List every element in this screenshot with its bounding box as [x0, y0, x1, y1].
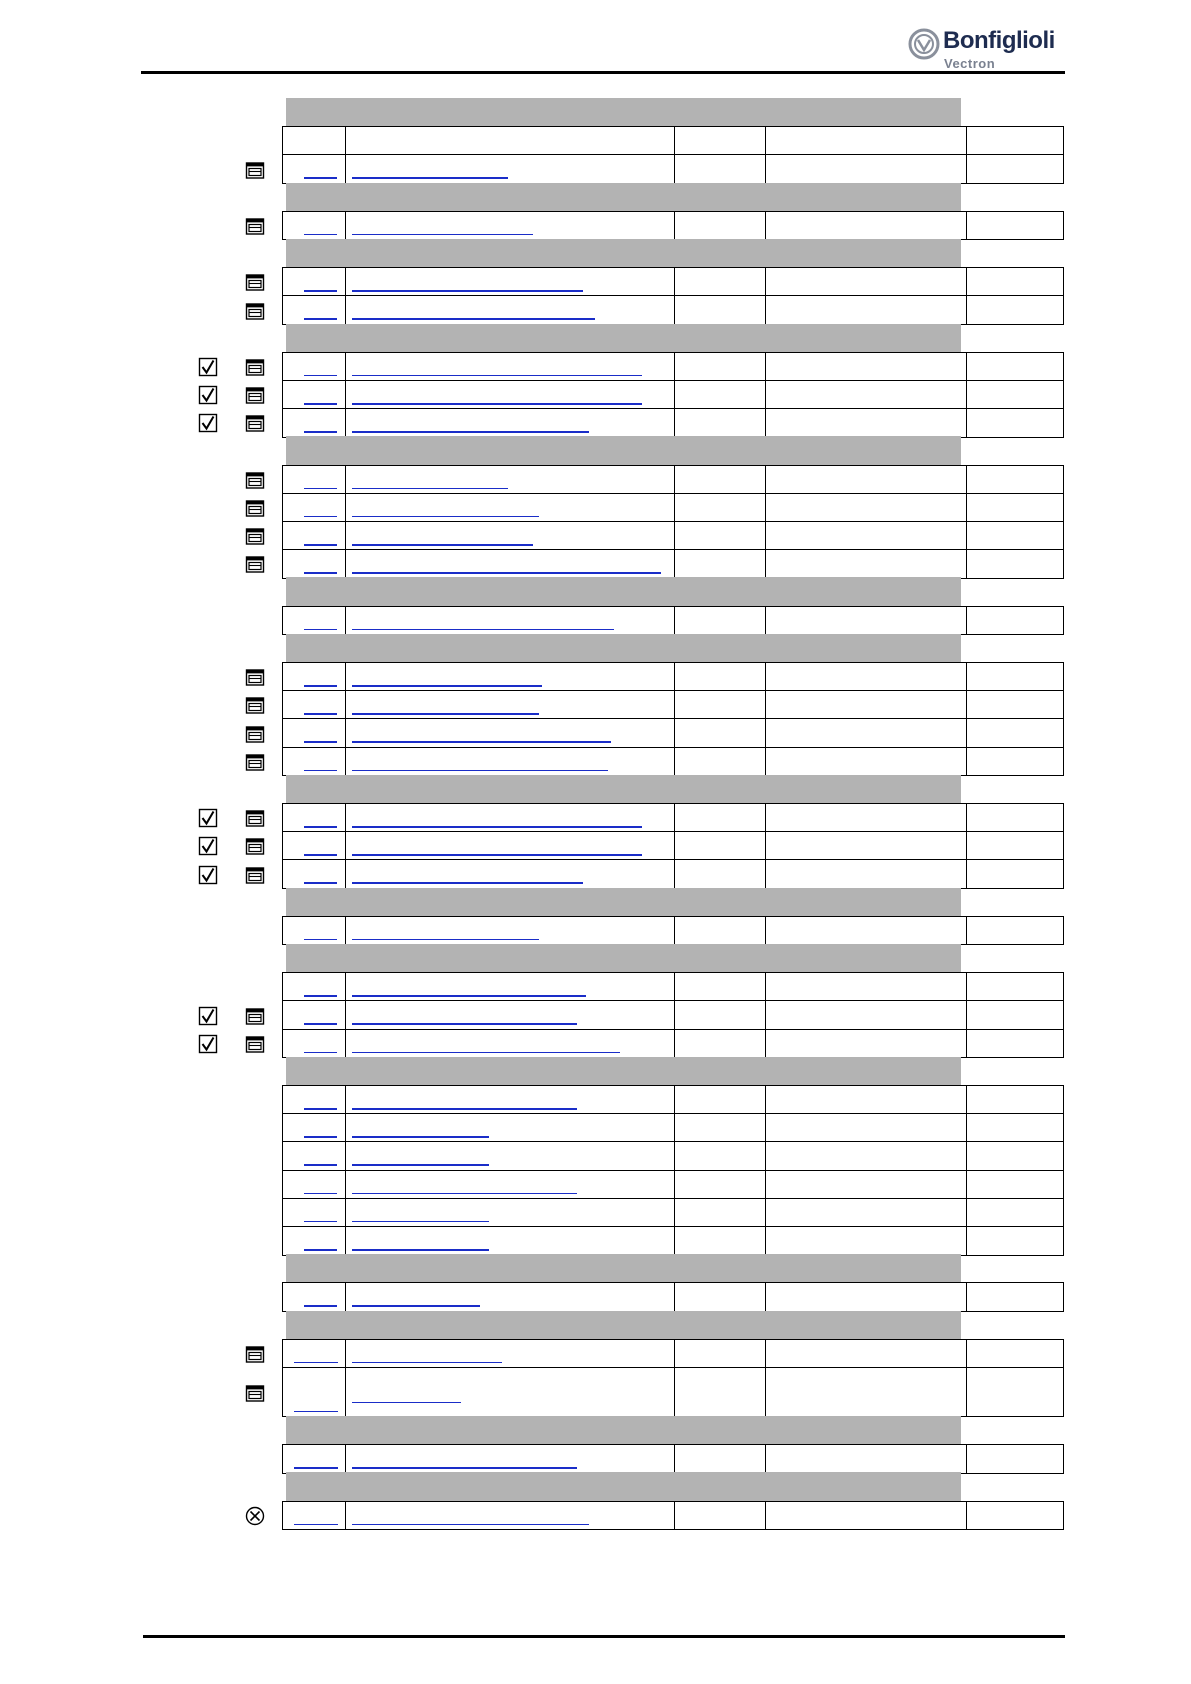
section-header-bar: [286, 1057, 961, 1085]
parameter-name-link[interactable]: [352, 572, 661, 574]
cell-divider: [345, 1340, 346, 1368]
cell-divider: [345, 296, 346, 324]
cell-divider: [765, 1171, 766, 1199]
check-icon: [198, 808, 218, 833]
parameter-number-link[interactable]: [304, 741, 337, 743]
check-icon: [198, 413, 218, 438]
table-row: [282, 465, 1064, 495]
cell-divider: [674, 1445, 675, 1473]
cell-divider: [765, 607, 766, 635]
parameter-number-link[interactable]: [304, 854, 337, 856]
parameter-number-link[interactable]: [304, 1052, 337, 1054]
table-row: [282, 1085, 1064, 1115]
table-row: [282, 1367, 1064, 1417]
cell-divider: [966, 1171, 967, 1199]
parameter-number-link[interactable]: [304, 629, 337, 631]
table-row: [282, 352, 1064, 382]
cell-divider: [674, 804, 675, 832]
parameter-number-link[interactable]: [304, 685, 337, 687]
section-header-bar: [286, 888, 961, 916]
cell-divider: [345, 127, 346, 155]
window-icon: [245, 1034, 265, 1059]
brand-name: Bonfiglioli: [943, 27, 1055, 54]
cell-divider: [765, 1283, 766, 1311]
section-header-bar: [286, 239, 961, 267]
parameter-name-link[interactable]: [352, 544, 533, 546]
cell-divider: [345, 268, 346, 296]
parameter-name-link[interactable]: [352, 488, 508, 490]
parameter-name-link[interactable]: [352, 741, 611, 743]
cell-divider: [966, 1283, 967, 1311]
cell-divider: [966, 1368, 967, 1416]
cell-divider: [345, 522, 346, 550]
window-icon: [245, 752, 265, 777]
cell-divider: [966, 381, 967, 409]
cell-divider: [966, 832, 967, 860]
parameter-name-link[interactable]: [352, 375, 642, 377]
parameter-name-link[interactable]: [352, 1221, 489, 1223]
table-row: [282, 1282, 1064, 1312]
parameter-name-link[interactable]: [352, 1108, 577, 1110]
parameter-number-link[interactable]: [304, 1108, 337, 1110]
parameter-number-link[interactable]: [304, 1305, 337, 1307]
footer-rule: [143, 1635, 1065, 1638]
parameter-number-link[interactable]: [304, 1164, 337, 1166]
cell-divider: [674, 748, 675, 776]
window-icon: [245, 160, 265, 185]
cell-divider: [966, 1086, 967, 1114]
section-header-bar: [286, 1254, 961, 1282]
parameter-name-link[interactable]: [352, 995, 586, 997]
cell-divider: [674, 1340, 675, 1368]
cell-divider: [765, 155, 766, 183]
window-icon: [245, 808, 265, 833]
cell-divider: [345, 466, 346, 494]
cell-divider: [674, 353, 675, 381]
parameter-number-link[interactable]: [304, 826, 337, 828]
cell-divider: [765, 550, 766, 578]
window-icon: [245, 498, 265, 523]
cell-divider: [674, 494, 675, 522]
cell-divider: [345, 494, 346, 522]
parameter-number-link[interactable]: [304, 375, 337, 377]
cell-divider: [765, 353, 766, 381]
section-header-bar: [286, 1472, 961, 1500]
cell-divider: [345, 1001, 346, 1029]
parameter-name-link[interactable]: [352, 1052, 620, 1054]
section-header-bar: [286, 1311, 961, 1339]
cell-divider: [966, 268, 967, 296]
cell-divider: [765, 1001, 766, 1029]
cell-divider: [674, 268, 675, 296]
cell-divider: [765, 1142, 766, 1170]
cell-divider: [765, 691, 766, 719]
parameter-number-link[interactable]: [304, 939, 337, 941]
cell-divider: [765, 381, 766, 409]
error-circle-icon: [245, 1506, 265, 1531]
cell-divider: [765, 1030, 766, 1058]
parameter-name-link[interactable]: [352, 1193, 577, 1195]
cell-divider: [765, 296, 766, 324]
parameter-name-link[interactable]: [352, 1467, 577, 1469]
cell-divider: [966, 1030, 967, 1058]
cell-divider: [765, 804, 766, 832]
check-icon: [198, 1006, 218, 1031]
cell-divider: [345, 1030, 346, 1058]
cell-divider: [345, 663, 346, 691]
check-icon: [198, 836, 218, 861]
cell-divider: [966, 127, 967, 155]
cell-divider: [674, 832, 675, 860]
cell-divider: [674, 1171, 675, 1199]
cell-divider: [674, 127, 675, 155]
cell-divider: [345, 1086, 346, 1114]
window-icon: [245, 413, 265, 438]
parameter-name-link[interactable]: [352, 882, 583, 884]
window-icon: [245, 836, 265, 861]
table-row: [282, 1339, 1064, 1369]
parameter-name-link[interactable]: [352, 290, 583, 292]
cell-divider: [674, 973, 675, 1001]
check-icon: [198, 385, 218, 410]
window-icon: [245, 272, 265, 297]
cell-divider: [966, 466, 967, 494]
parameter-number-link[interactable]: [304, 403, 337, 405]
cell-divider: [966, 748, 967, 776]
cell-divider: [345, 748, 346, 776]
cell-divider: [765, 917, 766, 945]
cell-divider: [674, 155, 675, 183]
cell-divider: [765, 719, 766, 747]
cell-divider: [765, 1340, 766, 1368]
cell-divider: [966, 1199, 967, 1227]
parameter-number-link[interactable]: [304, 572, 337, 574]
cell-divider: [966, 155, 967, 183]
parameter-number-link[interactable]: [294, 1467, 338, 1469]
cell-divider: [345, 1445, 346, 1473]
window-icon: [245, 865, 265, 890]
cell-divider: [765, 1227, 766, 1255]
cell-divider: [345, 691, 346, 719]
cell-divider: [966, 804, 967, 832]
cell-divider: [966, 494, 967, 522]
cell-divider: [765, 212, 766, 240]
cell-divider: [765, 663, 766, 691]
cell-divider: [345, 607, 346, 635]
parameter-name-link[interactable]: [352, 318, 595, 320]
parameter-name-link[interactable]: [352, 1023, 577, 1025]
parameter-number-link[interactable]: [304, 234, 337, 236]
cell-divider: [345, 860, 346, 888]
window-icon: [245, 724, 265, 749]
table-row: [282, 972, 1064, 1002]
parameter-number-link[interactable]: [304, 177, 337, 179]
parameter-name-link[interactable]: [352, 1164, 489, 1166]
parameter-name-link[interactable]: [352, 939, 539, 941]
parameter-name-link[interactable]: [352, 431, 589, 433]
cell-divider: [345, 1368, 346, 1416]
cell-divider: [674, 522, 675, 550]
section-header-bar: [286, 1416, 961, 1444]
cell-divider: [345, 353, 346, 381]
cell-divider: [345, 409, 346, 437]
cell-divider: [765, 973, 766, 1001]
cell-divider: [966, 663, 967, 691]
table-row: [282, 803, 1064, 833]
table-row: [282, 606, 1064, 636]
cell-divider: [674, 1001, 675, 1029]
window-icon: [245, 1006, 265, 1031]
cell-divider: [966, 550, 967, 578]
cell-divider: [765, 748, 766, 776]
table-row: [282, 1198, 1064, 1228]
parameter-number-link[interactable]: [294, 1524, 338, 1526]
cell-divider: [966, 1001, 967, 1029]
parameter-number-link[interactable]: [304, 318, 337, 320]
cell-divider: [966, 607, 967, 635]
parameter-name-link[interactable]: [352, 1402, 461, 1404]
parameter-name-link[interactable]: [352, 1249, 489, 1251]
parameter-name-link[interactable]: [352, 1362, 502, 1364]
cell-divider: [674, 1502, 675, 1530]
cell-divider: [345, 550, 346, 578]
cell-divider: [765, 1199, 766, 1227]
section-header-bar: [286, 183, 961, 211]
cell-divider: [674, 409, 675, 437]
table-row: [282, 295, 1064, 325]
cell-divider: [966, 1445, 967, 1473]
table-row: [282, 549, 1064, 579]
cell-divider: [765, 1114, 766, 1142]
table-row: [282, 211, 1064, 241]
cell-divider: [966, 917, 967, 945]
section-header-bar: [286, 436, 961, 464]
cell-divider: [345, 1199, 346, 1227]
table-row: [282, 1444, 1064, 1474]
cell-divider: [345, 1114, 346, 1142]
parameter-number-link[interactable]: [304, 770, 337, 772]
cell-divider: [765, 522, 766, 550]
cell-divider: [765, 268, 766, 296]
table-row: [282, 380, 1064, 410]
parameter-name-link[interactable]: [352, 403, 642, 405]
parameter-name-link[interactable]: [352, 1136, 489, 1138]
table-row: [282, 1141, 1064, 1171]
cell-divider: [765, 860, 766, 888]
cell-divider: [765, 832, 766, 860]
table-row: [282, 1501, 1064, 1531]
cell-divider: [345, 719, 346, 747]
window-icon: [245, 385, 265, 410]
check-icon: [198, 865, 218, 890]
parameter-number-link[interactable]: [304, 1249, 337, 1251]
parameter-number-link[interactable]: [304, 290, 337, 292]
cell-divider: [765, 127, 766, 155]
cell-divider: [345, 804, 346, 832]
parameter-name-link[interactable]: [352, 1305, 480, 1307]
cell-divider: [674, 860, 675, 888]
parameter-name-link[interactable]: [352, 854, 642, 856]
parameter-number-link[interactable]: [294, 1362, 338, 1364]
cell-divider: [765, 1445, 766, 1473]
cell-divider: [674, 917, 675, 945]
parameter-name-link[interactable]: [352, 177, 508, 179]
cell-divider: [966, 1114, 967, 1142]
table-row: [282, 493, 1064, 523]
cell-divider: [966, 719, 967, 747]
cell-divider: [966, 409, 967, 437]
parameter-number-link[interactable]: [304, 882, 337, 884]
window-icon: [245, 526, 265, 551]
table-row: [282, 1170, 1064, 1200]
cell-divider: [345, 1142, 346, 1170]
cell-divider: [765, 494, 766, 522]
cell-divider: [966, 1142, 967, 1170]
cell-divider: [765, 1368, 766, 1416]
cell-divider: [674, 1283, 675, 1311]
parameter-name-link[interactable]: [352, 713, 539, 715]
cell-divider: [345, 155, 346, 183]
section-header-bar: [286, 577, 961, 605]
window-icon: [245, 301, 265, 326]
cell-divider: [345, 832, 346, 860]
parameter-name-link[interactable]: [352, 516, 539, 518]
cell-divider: [674, 1142, 675, 1170]
cell-divider: [674, 381, 675, 409]
parameter-name-link[interactable]: [352, 234, 533, 236]
check-icon: [198, 1034, 218, 1059]
table-row: [282, 154, 1064, 184]
parameter-number-link[interactable]: [304, 544, 337, 546]
cell-divider: [345, 212, 346, 240]
cell-divider: [765, 1086, 766, 1114]
cell-divider: [966, 691, 967, 719]
table-row: [282, 126, 1064, 156]
check-icon: [198, 357, 218, 382]
cell-divider: [966, 1227, 967, 1255]
parameter-number-link[interactable]: [304, 516, 337, 518]
cell-divider: [966, 522, 967, 550]
cell-divider: [966, 353, 967, 381]
window-icon: [245, 1383, 265, 1408]
cell-divider: [345, 1283, 346, 1311]
window-icon: [245, 216, 265, 241]
cell-divider: [966, 1502, 967, 1530]
parameter-name-link[interactable]: [352, 770, 608, 772]
table-row: [282, 521, 1064, 551]
cell-divider: [674, 1086, 675, 1114]
cell-divider: [674, 719, 675, 747]
window-icon: [245, 695, 265, 720]
table-row: [282, 831, 1064, 861]
window-icon: [245, 470, 265, 495]
table-row: [282, 662, 1064, 692]
window-icon: [245, 667, 265, 692]
brand-sub: Vectron: [944, 56, 996, 71]
section-header-bar: [286, 324, 961, 352]
cell-divider: [674, 1114, 675, 1142]
section-header-bar: [286, 98, 961, 126]
cell-divider: [765, 1502, 766, 1530]
parameter-number-link[interactable]: [304, 995, 337, 997]
window-icon: [245, 554, 265, 579]
parameter-number-link[interactable]: [304, 1136, 337, 1138]
cell-divider: [345, 381, 346, 409]
table-row: [282, 916, 1064, 946]
cell-divider: [674, 466, 675, 494]
table-row: [282, 718, 1064, 748]
cell-divider: [345, 1502, 346, 1530]
cell-divider: [345, 1171, 346, 1199]
section-header-bar: [286, 944, 961, 972]
parameter-number-link[interactable]: [304, 713, 337, 715]
parameter-number-link[interactable]: [304, 488, 337, 490]
section-header-bar: [286, 634, 961, 662]
cell-divider: [966, 1340, 967, 1368]
parameter-number-link[interactable]: [304, 1193, 337, 1195]
parameter-number-link[interactable]: [304, 1023, 337, 1025]
parameter-name-link[interactable]: [352, 629, 614, 631]
table-row: [282, 408, 1064, 438]
cell-divider: [345, 1227, 346, 1255]
cell-divider: [966, 212, 967, 240]
table-row: [282, 859, 1064, 889]
cell-divider: [674, 1199, 675, 1227]
cell-divider: [765, 466, 766, 494]
cell-divider: [674, 663, 675, 691]
cell-divider: [345, 973, 346, 1001]
section-header-bar: [286, 775, 961, 803]
cell-divider: [674, 296, 675, 324]
table-row: [282, 690, 1064, 720]
parameter-number-link[interactable]: [304, 1221, 337, 1223]
window-icon: [245, 1344, 265, 1369]
table-row: [282, 1113, 1064, 1143]
parameter-number-link[interactable]: [294, 1411, 338, 1413]
parameter-number-link[interactable]: [304, 431, 337, 433]
cell-divider: [966, 296, 967, 324]
cell-divider: [674, 607, 675, 635]
window-icon: [245, 357, 265, 382]
table-row: [282, 267, 1064, 297]
table-row: [282, 1000, 1064, 1030]
cell-divider: [674, 1227, 675, 1255]
cell-divider: [674, 550, 675, 578]
cell-divider: [966, 860, 967, 888]
parameter-name-link[interactable]: [352, 685, 542, 687]
cell-divider: [674, 691, 675, 719]
cell-divider: [345, 917, 346, 945]
table-row: [282, 1226, 1064, 1256]
parameter-name-link[interactable]: [352, 1524, 589, 1526]
table-row: [282, 1029, 1064, 1059]
cell-divider: [966, 973, 967, 1001]
cell-divider: [674, 1030, 675, 1058]
cell-divider: [674, 1368, 675, 1416]
parameter-name-link[interactable]: [352, 826, 642, 828]
cell-divider: [765, 409, 766, 437]
table-row: [282, 747, 1064, 777]
cell-divider: [674, 212, 675, 240]
